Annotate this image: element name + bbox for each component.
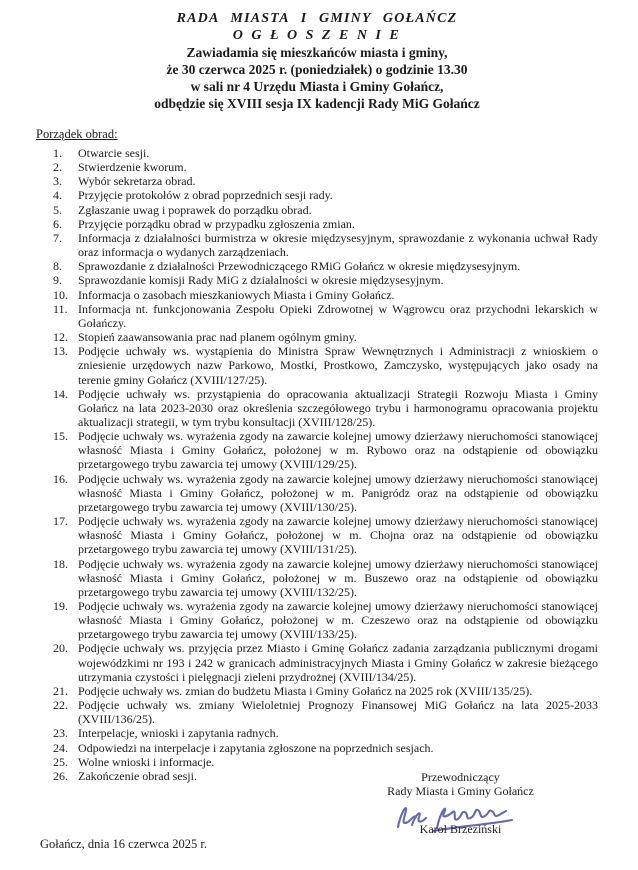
org-name: RADA MIASTA I GMINY GOŁAŃCZ <box>176 11 458 26</box>
agenda-item: Podjęcie uchwały ws. wyrażenia zgody na zawarcie kolejnej umowy dzierżawy nieruchomości stanowiącej własność Miasta i Gminy Gołańcz, położonej w m. Chojna oraz na odstąpienie od obowiązku przetargowego trybu zawarcia tej umowy (XVIII/131/25). <box>78 514 598 557</box>
agenda-item: Podjęcie uchwały ws. zmian do budżetu Miasta i Gminy Gołańcz na 2025 rok (XVIII/135/25). <box>78 683 533 698</box>
agenda-item: Podjęcie uchwały ws. zmiany Wieloletniej Prognozy Finansowej MiG Gołańcz na lata 2025-2033 (XVIII/136/25). <box>78 698 598 727</box>
date-line: Gołańcz, dnia 16 czerwca 2025 r. <box>40 837 207 851</box>
agenda-item: Interpelacje, wnioski i zapytania radnych. <box>78 726 279 741</box>
header-notice-line: Zawiadamia się mieszkańców miasta i gminy, <box>186 45 448 60</box>
agenda-item: Sprawozdanie komisji Rady MiG z działalności w okresie międzysesyjnym. <box>78 273 444 288</box>
agenda-item: Zakończenie obrad sesji. <box>78 768 197 783</box>
agenda-item: Podjęcie uchwały ws. wyrażenia zgody na zawarcie kolejnej umowy dzierżawy nieruchomości stanowiącej własność Miasta i Gminy Gołańcz, położonej w m. Czeszewo oraz na odstąpienie od obowiązku przetargowego trybu zawarcia tej umowy (XVIII/133/25). <box>78 599 598 642</box>
document-header <box>36 10 598 112</box>
header-date-line: że 30 czerwca 2025 r. (poniedziałek) o godzinie 13.30 <box>166 62 468 77</box>
agenda-item: Przyjęcie protokołów z obrad poprzednich sesji rady. <box>78 188 333 203</box>
signatory-name: Karol Brzeziński <box>419 822 502 837</box>
agenda-item: Wybór sekretarza obrad. <box>78 174 196 189</box>
agenda-list <box>36 146 598 783</box>
agenda-item: Otwarcie sesji. <box>78 146 150 160</box>
signature-area <box>373 798 548 840</box>
header-session-line: odbędzie się XVIII sesja IX kadencji Rady MiG Gołańcz <box>154 96 480 111</box>
agenda-item: Podjęcie uchwały ws. wyrażenia zgody na zawarcie kolejnej umowy dzierżawy nieruchomości stanowiącej własność Miasta i Gminy Gołańcz, położonej w m. Rybowo oraz na odstąpienie od obowiązku przetargowego trybu zawarcia tej umowy (XVIII/129/25). <box>78 429 598 472</box>
signature-role-line-2: Rady Miasta i Gminy Gołańcz <box>387 784 534 799</box>
header-venue-line: w sali nr 4 Urzędu Miasta i Gminy Gołańcz, <box>190 79 444 94</box>
agenda-item: Podjęcie uchwały ws. wystąpienia do Ministra Spraw Wewnętrznych i Administracji z wnioskiem o zniesienie urzędowych nazw Parkowo, Mostki, Prostkowo, Zamczysko, występujących jako osady na terenie gminy Gołańcz (XVIII/127/25). <box>78 344 598 387</box>
agenda-item: Podjęcie uchwały ws. wyrażenia zgody na zawarcie kolejnej umowy dzierżawy nieruchomości stanowiącej własność Miasta i Gminy Gołańcz, położonej w m. Buszewo oraz na odstąpienie od obowiązku przetargowego trybu zawarcia tej umowy (XVIII/132/25). <box>78 556 598 599</box>
announcement-title: O G Ł O S Z E N I E <box>232 28 402 43</box>
agenda-item: Przyjęcie porządku obrad w przypadku zgłoszenia zmian. <box>78 216 355 231</box>
agenda-item: Stopień zaawansowania prac nad planem ogólnym gminy. <box>78 330 357 345</box>
signature-role-line-1: Przewodniczący <box>421 770 500 785</box>
agenda-item: Odpowiedzi na interpelacje i zapytania zgłoszone na poprzednich sesjach. <box>78 740 434 755</box>
agenda-title: Porządek obrad: <box>36 127 118 141</box>
agenda-item: Podjęcie uchwały ws. przystąpienia do opracowania aktualizacji Strategii Rozwoju Miasta i Gminy Gołańcz na lata 2023-2030 oraz określenia szczegółowego trybu i harmonogramu opracowania projektu aktualizacji strategii, w tym trybu konsultacji (XVIII/128/25). <box>78 386 598 429</box>
agenda-item: Podjęcie uchwały ws. przyjęcia przez Miasto i Gminę Gołańcz zadania zarządzania publicznymi drogami wojewódzkimi nr 193 i 242 w granicach administracyjnych Miasta i Gminy Gołańcz w zakresie bieżącego utrzymania czystości i pielęgnacji zieleni przydrożnej (XVIII/134/25). <box>78 641 598 684</box>
agenda-item: Wolne wnioski i informacje. <box>78 754 215 769</box>
agenda-item: Informacja nt. funkcjonowania Zespołu Opieki Zdrowotnej w Wągrowcu oraz przychodni lekarskich w Gołańczy. <box>78 301 598 330</box>
agenda-item: Informacja o zasobach mieszkaniowych Miasta i Gminy Gołańcz. <box>78 287 395 302</box>
agenda-item: Zgłaszanie uwag i poprawek do porządku obrad. <box>78 202 312 217</box>
agenda-item: Sprawozdanie z działalności Przewodniczącego RMiG Gołańcz w okresie międzysesyjnym. <box>78 259 521 274</box>
agenda-item: Podjęcie uchwały ws. wyrażenia zgody na zawarcie kolejnej umowy dzierżawy nieruchomości stanowiącej własność Miasta i Gminy Gołańcz, położonej w m. Panigródz oraz na odstąpienie od obowiązku przetargowego trybu zawarcia tej umowy (XVIII/130/25). <box>78 471 598 514</box>
agenda-item: Informacja z działalności burmistrza w okresie międzysesyjnym, sprawozdanie z wykonania uchwał Rady oraz informacja o wydanych zarządzeniach. <box>78 230 598 260</box>
agenda-item: Stwierdzenie kworum. <box>78 160 187 175</box>
